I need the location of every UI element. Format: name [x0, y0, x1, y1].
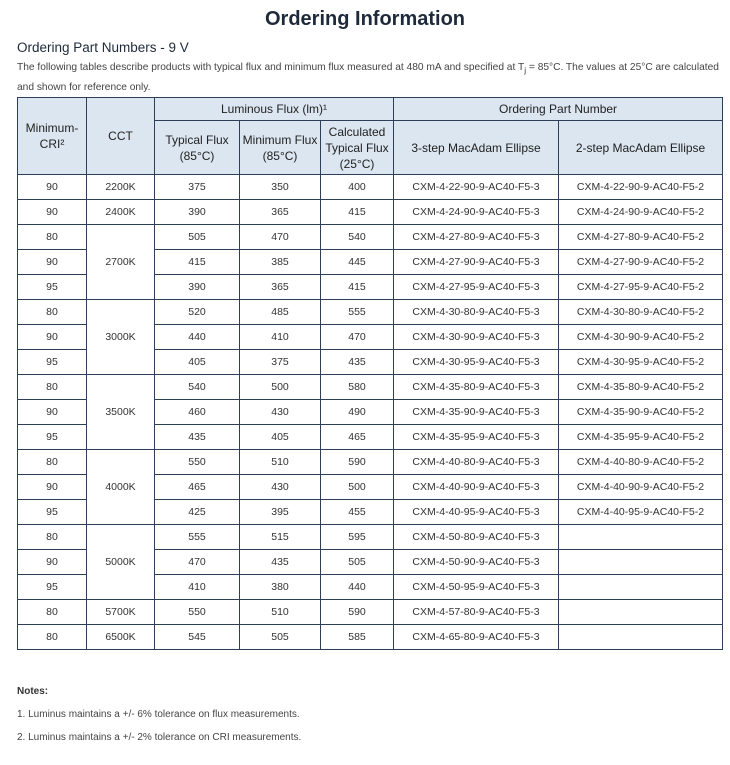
cell-part-2-step: CXM-4-40-80-9-AC40-F5-2: [559, 450, 723, 475]
cell-calculated-flux: 540: [321, 225, 394, 250]
cell-part-3-step: CXM-4-22-90-9-AC40-F5-3: [394, 175, 559, 200]
cell-part-2-step: CXM-4-27-90-9-AC40-F5-2: [559, 250, 723, 275]
cell-typical-flux: 505: [155, 225, 240, 250]
cell-part-3-step: CXM-4-40-90-9-AC40-F5-3: [394, 475, 559, 500]
cell-minimum-flux: 510: [240, 450, 321, 475]
cell-part-3-step: CXM-4-27-80-9-AC40-F5-3: [394, 225, 559, 250]
cell-typical-flux: 440: [155, 325, 240, 350]
cell-cct: 5700K: [87, 600, 155, 625]
cell-minimum-flux: 430: [240, 400, 321, 425]
cell-part-3-step: CXM-4-40-80-9-AC40-F5-3: [394, 450, 559, 475]
cell-typical-flux: 470: [155, 550, 240, 575]
cell-calculated-flux: 590: [321, 600, 394, 625]
cell-typical-flux: 435: [155, 425, 240, 450]
intro-part: The following tables describe products with typical flux and minimum flux measured at 480 mA and specified at T: [17, 62, 525, 73]
table-row: [18, 175, 723, 200]
cell-part-2-step: CXM-4-40-95-9-AC40-F5-2: [559, 500, 723, 525]
cell-min-cri: 90: [18, 475, 87, 500]
header-2-step: 2-step MacAdam Ellipse: [559, 121, 723, 175]
cell-part-3-step: CXM-4-50-95-9-AC40-F5-3: [394, 575, 559, 600]
notes-heading: Notes:: [17, 686, 49, 697]
cell-calculated-flux: 465: [321, 425, 394, 450]
cell-typical-flux: 550: [155, 600, 240, 625]
cell-part-2-step: [559, 575, 723, 600]
cell-typical-flux: 405: [155, 350, 240, 375]
cell-minimum-flux: 470: [240, 225, 321, 250]
header-min-cri: Minimum-CRI²: [18, 98, 87, 175]
cell-calculated-flux: 445: [321, 250, 394, 275]
cell-part-2-step: CXM-4-35-95-9-AC40-F5-2: [559, 425, 723, 450]
cell-minimum-flux: 395: [240, 500, 321, 525]
cell-part-2-step: CXM-4-30-95-9-AC40-F5-2: [559, 350, 723, 375]
cell-part-3-step: CXM-4-50-90-9-AC40-F5-3: [394, 550, 559, 575]
cell-minimum-flux: 365: [240, 200, 321, 225]
cell-typical-flux: 410: [155, 575, 240, 600]
cell-typical-flux: 540: [155, 375, 240, 400]
cell-part-2-step: CXM-4-35-80-9-AC40-F5-2: [559, 375, 723, 400]
table-row: [18, 525, 723, 550]
cell-part-3-step: CXM-4-30-80-9-AC40-F5-3: [394, 300, 559, 325]
header-luminous-flux: Luminous Flux (lm)¹: [155, 98, 394, 121]
cell-part-2-step: [559, 550, 723, 575]
cell-part-2-step: CXM-4-35-90-9-AC40-F5-2: [559, 400, 723, 425]
table-row: [18, 200, 723, 225]
cell-min-cri: 90: [18, 550, 87, 575]
cell-min-cri: 80: [18, 600, 87, 625]
cell-part-2-step: CXM-4-27-95-9-AC40-F5-2: [559, 275, 723, 300]
table-row: [18, 600, 723, 625]
note-2: 2. Luminus maintains a +/- 2% tolerance on CRI measurements.: [17, 732, 302, 743]
cell-min-cri: 95: [18, 425, 87, 450]
table-row: [18, 450, 723, 475]
cell-min-cri: 90: [18, 175, 87, 200]
header-ordering-part-number: Ordering Part Number: [394, 98, 723, 121]
cell-minimum-flux: 380: [240, 575, 321, 600]
cell-part-3-step: CXM-4-24-90-9-AC40-F5-3: [394, 200, 559, 225]
cell-calculated-flux: 500: [321, 475, 394, 500]
cell-cct: 2200K: [87, 175, 155, 200]
intro-subscript: j: [524, 65, 527, 76]
cell-calculated-flux: 595: [321, 525, 394, 550]
table-row: [18, 375, 723, 400]
cell-calculated-flux: 440: [321, 575, 394, 600]
cell-calculated-flux: 470: [321, 325, 394, 350]
cell-calculated-flux: 490: [321, 400, 394, 425]
cell-minimum-flux: 375: [240, 350, 321, 375]
intro-text: [17, 59, 727, 96]
cell-typical-flux: 375: [155, 175, 240, 200]
cell-minimum-flux: 500: [240, 375, 321, 400]
cell-part-3-step: CXM-4-30-95-9-AC40-F5-3: [394, 350, 559, 375]
cell-part-3-step: CXM-4-35-95-9-AC40-F5-3: [394, 425, 559, 450]
cell-part-2-step: CXM-4-30-90-9-AC40-F5-2: [559, 325, 723, 350]
cell-min-cri: 80: [18, 225, 87, 250]
table-body: [18, 175, 723, 650]
cell-cct: 3000K: [87, 300, 155, 375]
header-minimum-flux: Minimum Flux (85°C): [240, 121, 321, 175]
cell-part-3-step: CXM-4-35-80-9-AC40-F5-3: [394, 375, 559, 400]
header-cct: CCT: [87, 98, 155, 175]
cell-min-cri: 80: [18, 625, 87, 650]
cell-minimum-flux: 515: [240, 525, 321, 550]
cell-part-3-step: CXM-4-35-90-9-AC40-F5-3: [394, 400, 559, 425]
ordering-table: [17, 97, 723, 650]
cell-calculated-flux: 415: [321, 200, 394, 225]
section-title: Ordering Part Numbers - 9 V: [17, 40, 189, 55]
cell-minimum-flux: 485: [240, 300, 321, 325]
cell-calculated-flux: 555: [321, 300, 394, 325]
cell-min-cri: 90: [18, 250, 87, 275]
cell-minimum-flux: 410: [240, 325, 321, 350]
cell-cct: 2700K: [87, 225, 155, 300]
cell-part-3-step: CXM-4-50-80-9-AC40-F5-3: [394, 525, 559, 550]
table-row: [18, 625, 723, 650]
cell-cct: 4000K: [87, 450, 155, 525]
header-calculated-flux: Calculated Typical Flux (25°C): [321, 121, 394, 175]
cell-calculated-flux: 585: [321, 625, 394, 650]
cell-part-3-step: CXM-4-27-90-9-AC40-F5-3: [394, 250, 559, 275]
cell-min-cri: 95: [18, 575, 87, 600]
cell-cct: 6500K: [87, 625, 155, 650]
cell-part-2-step: CXM-4-30-80-9-AC40-F5-2: [559, 300, 723, 325]
cell-min-cri: 80: [18, 450, 87, 475]
cell-min-cri: 80: [18, 525, 87, 550]
cell-calculated-flux: 400: [321, 175, 394, 200]
cell-calculated-flux: 580: [321, 375, 394, 400]
cell-typical-flux: 390: [155, 275, 240, 300]
cell-typical-flux: 520: [155, 300, 240, 325]
cell-min-cri: 95: [18, 500, 87, 525]
cell-min-cri: 90: [18, 200, 87, 225]
cell-minimum-flux: 435: [240, 550, 321, 575]
cell-cct: 5000K: [87, 525, 155, 600]
cell-minimum-flux: 365: [240, 275, 321, 300]
cell-min-cri: 90: [18, 325, 87, 350]
intro-part: = 85°C. The values at 25°C are calculated and shown for reference only.: [17, 62, 719, 94]
cell-part-2-step: CXM-4-22-90-9-AC40-F5-2: [559, 175, 723, 200]
cell-minimum-flux: 405: [240, 425, 321, 450]
cell-minimum-flux: 430: [240, 475, 321, 500]
cell-calculated-flux: 455: [321, 500, 394, 525]
cell-cct: 2400K: [87, 200, 155, 225]
header-3-step: 3-step MacAdam Ellipse: [394, 121, 559, 175]
cell-typical-flux: 460: [155, 400, 240, 425]
cell-minimum-flux: 505: [240, 625, 321, 650]
cell-calculated-flux: 435: [321, 350, 394, 375]
cell-typical-flux: 415: [155, 250, 240, 275]
cell-part-2-step: CXM-4-24-90-9-AC40-F5-2: [559, 200, 723, 225]
header-typical-flux: Typical Flux (85°C): [155, 121, 240, 175]
table-row: [18, 300, 723, 325]
cell-part-3-step: CXM-4-57-80-9-AC40-F5-3: [394, 600, 559, 625]
cell-typical-flux: 465: [155, 475, 240, 500]
cell-min-cri: 80: [18, 300, 87, 325]
cell-part-2-step: CXM-4-40-90-9-AC40-F5-2: [559, 475, 723, 500]
cell-part-2-step: [559, 625, 723, 650]
cell-part-2-step: CXM-4-27-80-9-AC40-F5-2: [559, 225, 723, 250]
cell-part-3-step: CXM-4-30-90-9-AC40-F5-3: [394, 325, 559, 350]
cell-calculated-flux: 590: [321, 450, 394, 475]
cell-min-cri: 80: [18, 375, 87, 400]
page-title: Ordering Information: [265, 8, 465, 30]
cell-minimum-flux: 510: [240, 600, 321, 625]
cell-min-cri: 95: [18, 350, 87, 375]
cell-min-cri: 90: [18, 400, 87, 425]
cell-typical-flux: 390: [155, 200, 240, 225]
cell-part-3-step: CXM-4-27-95-9-AC40-F5-3: [394, 275, 559, 300]
note-1: 1. Luminus maintains a +/- 6% tolerance on flux measurements.: [17, 709, 300, 720]
table-row: [18, 225, 723, 250]
cell-typical-flux: 545: [155, 625, 240, 650]
cell-min-cri: 95: [18, 275, 87, 300]
cell-typical-flux: 550: [155, 450, 240, 475]
cell-calculated-flux: 415: [321, 275, 394, 300]
cell-part-2-step: [559, 525, 723, 550]
cell-minimum-flux: 350: [240, 175, 321, 200]
cell-part-3-step: CXM-4-65-80-9-AC40-F5-3: [394, 625, 559, 650]
cell-typical-flux: 555: [155, 525, 240, 550]
cell-part-3-step: CXM-4-40-95-9-AC40-F5-3: [394, 500, 559, 525]
cell-cct: 3500K: [87, 375, 155, 450]
cell-typical-flux: 425: [155, 500, 240, 525]
cell-minimum-flux: 385: [240, 250, 321, 275]
cell-part-2-step: [559, 600, 723, 625]
cell-calculated-flux: 505: [321, 550, 394, 575]
